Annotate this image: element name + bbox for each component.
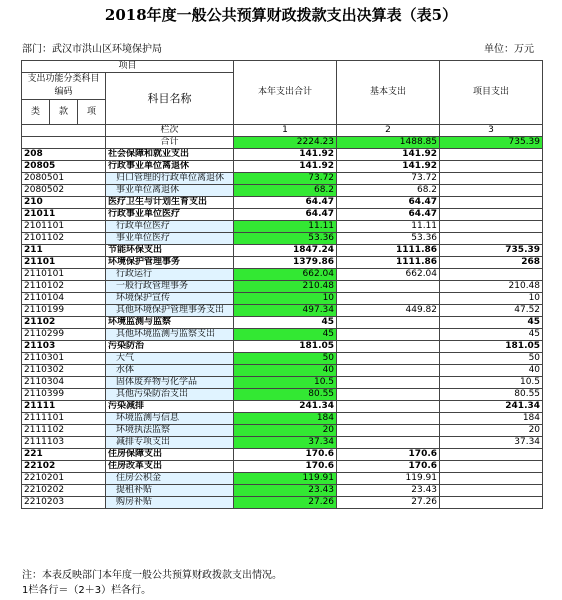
table-row — [22, 221, 543, 233]
total-row-total: 2224.23 — [234, 137, 337, 149]
table-row — [22, 449, 543, 461]
table-row — [22, 197, 543, 209]
row-code: 2101102 — [22, 233, 106, 245]
department-label: 部门：武汉市洪山区环境保护局 — [22, 44, 162, 55]
notes — [22, 568, 282, 598]
row-total: 45 — [234, 317, 337, 329]
row-total: 497.34 — [234, 305, 337, 317]
table-row — [22, 185, 543, 197]
row-code: 2110102 — [22, 281, 106, 293]
row-total: 1379.86 — [234, 257, 337, 269]
row-basic — [337, 365, 440, 377]
total-row-basic: 1488.85 — [337, 137, 440, 149]
row-basic — [337, 437, 440, 449]
row-name: 住房改革支出 — [106, 461, 234, 473]
row-project: 40 — [440, 365, 543, 377]
row-basic: 1111.86 — [337, 257, 440, 269]
row-project — [440, 149, 543, 161]
row-name: 环境保护管理事务 — [106, 257, 234, 269]
table-row — [22, 401, 543, 413]
table-row — [22, 317, 543, 329]
row-basic — [337, 389, 440, 401]
table-row — [22, 329, 543, 341]
row-basic: 53.36 — [337, 233, 440, 245]
row-project — [440, 197, 543, 209]
row-code: 208 — [22, 149, 106, 161]
row-name: 提租补贴 — [106, 485, 234, 497]
header-item-small: 项 — [78, 100, 106, 125]
header-class: 类 — [22, 100, 50, 125]
row-project: 210.48 — [440, 281, 543, 293]
row-code: 2210202 — [22, 485, 106, 497]
row-basic — [337, 329, 440, 341]
table-row — [22, 149, 543, 161]
row-project: 37.34 — [440, 437, 543, 449]
row-code: 211 — [22, 245, 106, 257]
row-total: 210.48 — [234, 281, 337, 293]
row-code: 20805 — [22, 161, 106, 173]
row-basic: 68.2 — [337, 185, 440, 197]
header-section: 款 — [50, 100, 78, 125]
row-name: 其他环境监测与监察支出 — [106, 329, 234, 341]
table-row — [22, 377, 543, 389]
row-code: 2080501 — [22, 173, 106, 185]
row-basic — [337, 281, 440, 293]
header-subject-name: 科目名称 — [106, 73, 234, 125]
row-total: 119.91 — [234, 473, 337, 485]
header-item: 项目 — [22, 61, 234, 73]
table-row — [22, 413, 543, 425]
row-name: 医疗卫生与计划生育支出 — [106, 197, 234, 209]
row-total: 73.72 — [234, 173, 337, 185]
row-basic: 662.04 — [337, 269, 440, 281]
note-2: 1栏各行＝（2＋3）栏各行。 — [22, 585, 152, 596]
row-total: 40 — [234, 365, 337, 377]
row-project — [440, 461, 543, 473]
row-basic: 141.92 — [337, 149, 440, 161]
row-code: 21111 — [22, 401, 106, 413]
row-project: 47.52 — [440, 305, 543, 317]
row-total: 27.26 — [234, 497, 337, 509]
row-basic: 73.72 — [337, 173, 440, 185]
row-project — [440, 209, 543, 221]
row-project — [440, 449, 543, 461]
row-basic: 64.47 — [337, 197, 440, 209]
row-total: 241.34 — [234, 401, 337, 413]
row-basic: 170.6 — [337, 449, 440, 461]
row-code: 2210201 — [22, 473, 106, 485]
row-basic: 64.47 — [337, 209, 440, 221]
row-project: 50 — [440, 353, 543, 365]
row-basic: 119.91 — [337, 473, 440, 485]
table-row — [22, 305, 543, 317]
row-project — [440, 473, 543, 485]
row-total: 11.11 — [234, 221, 337, 233]
row-code: 21011 — [22, 209, 106, 221]
row-name: 行政事业单位离退休 — [106, 161, 234, 173]
row-total: 1847.24 — [234, 245, 337, 257]
table-row — [22, 245, 543, 257]
row-name: 事业单位离退休 — [106, 185, 234, 197]
row-total: 10.5 — [234, 377, 337, 389]
row-project — [440, 485, 543, 497]
table-row — [22, 257, 543, 269]
row-project: 45 — [440, 329, 543, 341]
header-total: 本年支出合计 — [234, 61, 337, 125]
table-row — [22, 173, 543, 185]
row-name: 环境监测与监察 — [106, 317, 234, 329]
row-code: 21102 — [22, 317, 106, 329]
row-name: 购房补贴 — [106, 497, 234, 509]
unit-label: 单位：万元 — [484, 44, 534, 55]
row-name: 大气 — [106, 353, 234, 365]
row-total: 53.36 — [234, 233, 337, 245]
row-total: 64.47 — [234, 209, 337, 221]
table-row — [22, 281, 543, 293]
table-row — [22, 353, 543, 365]
row-total: 64.47 — [234, 197, 337, 209]
row-code: 2111101 — [22, 413, 106, 425]
row-name: 污染防治 — [106, 341, 234, 353]
row-total: 68.2 — [234, 185, 337, 197]
row-name: 住房公积金 — [106, 473, 234, 485]
row-name: 减排专项支出 — [106, 437, 234, 449]
table-row — [22, 437, 543, 449]
row-project — [440, 233, 543, 245]
row-name: 环境执法监察 — [106, 425, 234, 437]
row-code: 2110299 — [22, 329, 106, 341]
total-row-project: 735.39 — [440, 137, 543, 149]
row-project: 181.05 — [440, 341, 543, 353]
row-basic: 449.82 — [337, 305, 440, 317]
row-code: 2110302 — [22, 365, 106, 377]
table-row — [22, 233, 543, 245]
table-row — [22, 389, 543, 401]
row-code: 2110101 — [22, 269, 106, 281]
row-code: 2080502 — [22, 185, 106, 197]
row-project — [440, 161, 543, 173]
row-code: 221 — [22, 449, 106, 461]
table-row — [22, 473, 543, 485]
header-project: 项目支出 — [440, 61, 543, 125]
row-total: 37.34 — [234, 437, 337, 449]
row-code: 2110199 — [22, 305, 106, 317]
header-basic: 基本支出 — [337, 61, 440, 125]
row-name: 其他污染防治支出 — [106, 389, 234, 401]
row-name: 归口管理的行政单位离退休 — [106, 173, 234, 185]
row-name: 环境监测与信息 — [106, 413, 234, 425]
row-name: 环境保护宣传 — [106, 293, 234, 305]
row-basic — [337, 425, 440, 437]
row-code: 2110104 — [22, 293, 106, 305]
row-basic: 141.92 — [337, 161, 440, 173]
row-basic — [337, 353, 440, 365]
row-project — [440, 497, 543, 509]
row-total: 45 — [234, 329, 337, 341]
row-project — [440, 269, 543, 281]
row-basic: 1111.86 — [337, 245, 440, 257]
row-basic — [337, 341, 440, 353]
row-name: 其他环境保护管理事务支出 — [106, 305, 234, 317]
table-row — [22, 365, 543, 377]
row-project: 241.34 — [440, 401, 543, 413]
row-code: 2110304 — [22, 377, 106, 389]
row-code: 21101 — [22, 257, 106, 269]
col3-label: 3 — [440, 125, 543, 137]
table-row — [22, 269, 543, 281]
row-name: 污染减排 — [106, 401, 234, 413]
row-total: 181.05 — [234, 341, 337, 353]
row-name: 行政运行 — [106, 269, 234, 281]
table-row — [22, 341, 543, 353]
row-name: 行政单位医疗 — [106, 221, 234, 233]
row-project: 10.5 — [440, 377, 543, 389]
row-total: 184 — [234, 413, 337, 425]
row-total: 10 — [234, 293, 337, 305]
row-basic: 23.43 — [337, 485, 440, 497]
note-1: 注：本表反映部门本年度一般公共预算财政拨款支出情况。 — [22, 570, 282, 581]
table-row — [22, 497, 543, 509]
row-name: 住房保障支出 — [106, 449, 234, 461]
row-project: 20 — [440, 425, 543, 437]
row-code: 2111103 — [22, 437, 106, 449]
row-code: 2110301 — [22, 353, 106, 365]
row-basic — [337, 377, 440, 389]
total-row-label: 合计 — [106, 137, 234, 149]
row-project: 735.39 — [440, 245, 543, 257]
expenditure-table — [21, 60, 543, 509]
row-total: 50 — [234, 353, 337, 365]
row-total: 141.92 — [234, 149, 337, 161]
row-name: 社会保障和就业支出 — [106, 149, 234, 161]
row-basic: 170.6 — [337, 461, 440, 473]
row-project: 45 — [440, 317, 543, 329]
table-row — [22, 293, 543, 305]
row-total: 662.04 — [234, 269, 337, 281]
row-basic: 11.11 — [337, 221, 440, 233]
row-name: 固体废弃物与化学品 — [106, 377, 234, 389]
row-name: 水体 — [106, 365, 234, 377]
header-func-code: 支出功能分类科目编码 — [22, 73, 106, 100]
row-total: 170.6 — [234, 461, 337, 473]
table-row — [22, 425, 543, 437]
table-row — [22, 461, 543, 473]
row-project — [440, 173, 543, 185]
row-code: 2110399 — [22, 389, 106, 401]
row-name: 事业单位医疗 — [106, 233, 234, 245]
row-total: 23.43 — [234, 485, 337, 497]
col1-label: 1 — [234, 125, 337, 137]
row-total: 170.6 — [234, 449, 337, 461]
row-project: 268 — [440, 257, 543, 269]
row-code: 21103 — [22, 341, 106, 353]
row-code: 2111102 — [22, 425, 106, 437]
row-project: 184 — [440, 413, 543, 425]
row-basic — [337, 401, 440, 413]
row-project: 80.55 — [440, 389, 543, 401]
row-code: 22102 — [22, 461, 106, 473]
row-basic — [337, 317, 440, 329]
col2-label: 2 — [337, 125, 440, 137]
row-name: 一般行政管理事务 — [106, 281, 234, 293]
table-row — [22, 209, 543, 221]
row-total: 20 — [234, 425, 337, 437]
row-basic — [337, 293, 440, 305]
row-total: 80.55 — [234, 389, 337, 401]
row-project — [440, 221, 543, 233]
col-no-label: 栏次 — [106, 125, 234, 137]
row-name: 行政事业单位医疗 — [106, 209, 234, 221]
row-code: 2210203 — [22, 497, 106, 509]
row-project: 10 — [440, 293, 543, 305]
row-code: 210 — [22, 197, 106, 209]
row-project — [440, 185, 543, 197]
row-name: 节能环保支出 — [106, 245, 234, 257]
row-total: 141.92 — [234, 161, 337, 173]
table-row — [22, 161, 543, 173]
row-basic: 27.26 — [337, 497, 440, 509]
report-title: 2018年度一般公共预算财政拨款支出决算表（表5） — [104, 6, 458, 24]
row-basic — [337, 413, 440, 425]
table-row — [22, 485, 543, 497]
row-code: 2101101 — [22, 221, 106, 233]
